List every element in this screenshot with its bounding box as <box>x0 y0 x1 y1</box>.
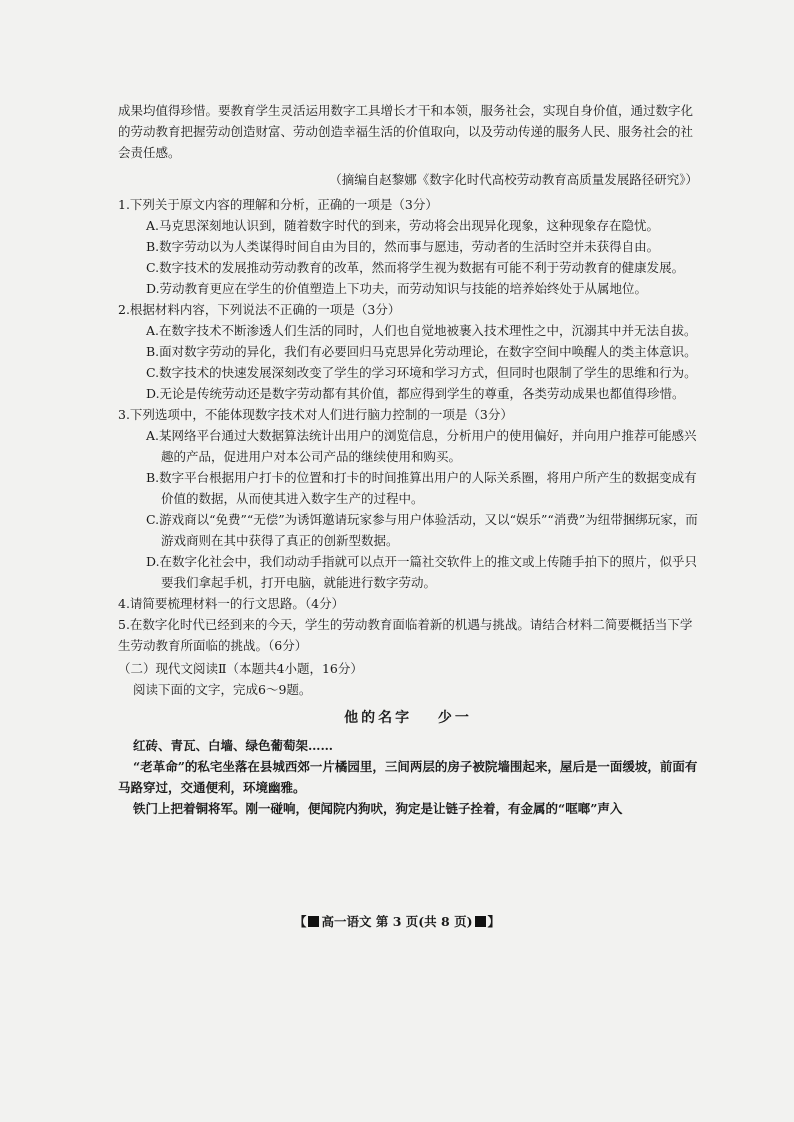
redaction-block <box>475 916 486 927</box>
question-stem: 2.根据材料内容，下列说法不正确的一项是（3分） <box>118 302 401 317</box>
story-title-line <box>118 708 698 729</box>
option-d: D.在数字化社会中，我们动动手指就可以点开一篇社交软件上的推文或上传随手拍下的照片，似乎只要我们拿起手机，打开电脑，就能进行数字劳动。 <box>146 554 698 590</box>
question-3 <box>118 404 698 593</box>
option-a: A.马克思深刻地认识到，随着数字时代的到来，劳动将会出现异化现象，这种现象存在隐忧。 <box>146 218 660 233</box>
option-c: C.数字技术的快速发展深刻改变了学生的学习环境和学习方式，但同时也限制了学生的思维和行为。 <box>146 365 697 380</box>
option-b: B.面对数字劳动的异化，我们有必要回归马克思异化劳动理论，在数字空间中唤醒人的类主体意识。 <box>146 344 697 359</box>
section-heading: （二）现代文阅读Ⅱ（本题共4小题，16分） <box>118 661 363 676</box>
footer-page: 第 3 页(共 8 页) <box>375 914 473 929</box>
redaction-block <box>308 916 319 927</box>
story-paragraph: 红砖、青瓦、白墙、绿色葡萄架…… <box>133 738 334 753</box>
option-b: B.数字平台根据用户打卡的位置和打卡的时间推算出用户的人际关系圈，将用户所产生的数据变成有价值的数据，从而使其进入数字生产的过程中。 <box>146 470 697 506</box>
story-paragraph: “老革命”的私宅坐落在县城西郊一片橘园里，三间两层的房子被院墙围起来，屋后是一面缓坡，前面有马路穿过，交通便利，环境幽雅。 <box>118 759 698 795</box>
source-citation: （摘编自赵黎娜《数字化时代高校劳动教育高质量发展路径研究》） <box>329 172 698 187</box>
question-4: 4.请简要梳理材料一的行文思路。（4分） <box>118 596 345 611</box>
bracket-left: 【 <box>293 914 307 929</box>
section-instruction: 阅读下面的文字，完成6～9题。 <box>133 682 312 697</box>
question-1 <box>118 194 698 299</box>
footer-subject: 高一语文 <box>321 914 372 929</box>
question-stem: 1.下列关于原文内容的理解和分析，正确的一项是（3分） <box>118 197 438 212</box>
page-content <box>118 100 698 819</box>
story-author: 少一 <box>437 710 472 726</box>
option-c: C.游戏商以“免费”“无偿”为诱饵邀请玩家参与用户体验活动，又以“娱乐”“消费”为纽带捆绑玩家，而游戏商则在其中获得了真正的创新型数据。 <box>146 512 698 548</box>
bracket-right: 】 <box>487 914 501 929</box>
option-d: D.劳动教育更应在学生的价值塑造上下功夫，而劳动知识与技能的培养始终处于从属地位。 <box>146 281 648 296</box>
question-stem: 3.下列选项中，不能体现数字技术对人们进行脑力控制的一项是（3分） <box>118 407 513 422</box>
question-2 <box>118 299 698 404</box>
page-footer <box>0 912 794 930</box>
option-b: B.数字劳动以为人类谋得时间自由为目的，然而事与愿违，劳动者的生活时空并未获得自由。 <box>146 239 660 254</box>
option-a: A.在数字技术不断渗透人们生活的同时，人们也自觉地被裹入技术理性之中，沉溺其中并无法自拔。 <box>146 323 697 338</box>
option-c: C.数字技术的发展推动劳动教育的改革，然而将学生视为数据有可能不利于劳动教育的健康发展。 <box>146 260 685 275</box>
question-5: 5.在数字化时代已经到来的今天，学生的劳动教育面临着新的机遇与挑战。请结合材料二简要概括当下学生劳动教育所面临的挑战。（6分） <box>118 617 693 653</box>
story-title: 他的名字 <box>344 710 413 726</box>
option-a: A.某网络平台通过大数据算法统计出用户的浏览信息，分析用户的使用偏好，并向用户推荐可能感兴趣的产品，促进用户对本公司产品的继续使用和购买。 <box>146 428 697 464</box>
intro-paragraph: 成果均值得珍惜。要教育学生灵活运用数字工具增长才干和本领，服务社会，实现自身价值，通过数字化的劳动教育把握劳动创造财富、劳动创造幸福生活的价值取向，以及劳动传递的服务人民、服务社会的社会责任感。 <box>118 103 694 160</box>
story-paragraph: 铁门上把着铜将军。刚一碰响，便闻院内狗吠，狗定是让链子拴着，有金属的“哐啷”声入 <box>133 801 623 816</box>
option-d: D.无论是传统劳动还是数字劳动都有其价值，都应得到学生的尊重，各类劳动成果也都值得珍惜。 <box>146 386 685 401</box>
